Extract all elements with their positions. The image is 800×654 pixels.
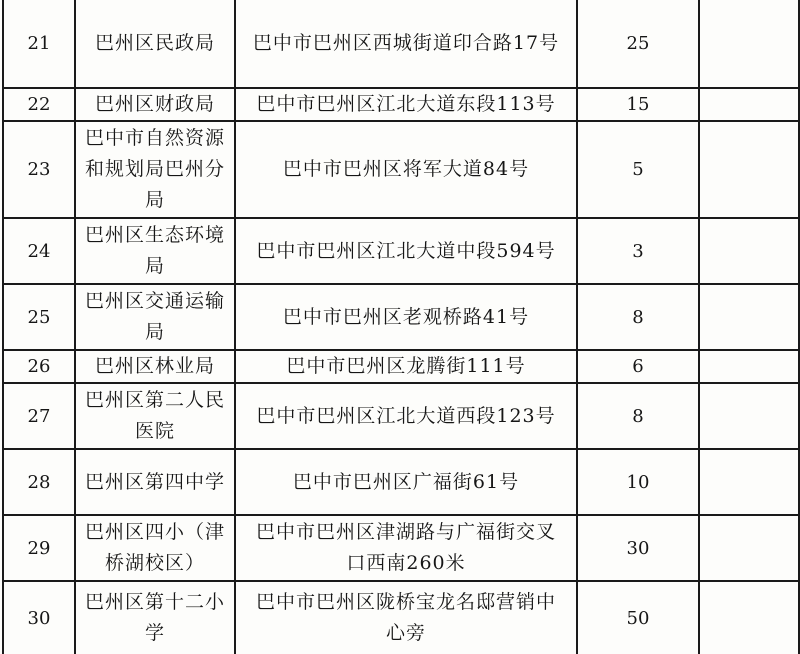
unit-count: 8 [577, 383, 699, 449]
unit-count: 8 [577, 284, 699, 350]
table-row [3, 218, 799, 284]
blank-cell [699, 88, 799, 121]
unit-name: 巴州区第四中学 [75, 449, 235, 515]
unit-name: 巴州区交通运输局 [75, 284, 235, 350]
blank-cell [699, 515, 799, 581]
blank-cell [699, 581, 799, 654]
row-number: 21 [3, 0, 75, 88]
blank-cell [699, 383, 799, 449]
unit-name: 巴州区林业局 [75, 350, 235, 383]
row-number: 25 [3, 284, 75, 350]
row-number: 26 [3, 350, 75, 383]
unit-address: 巴中市巴州区龙腾街111号 [235, 350, 577, 383]
unit-name: 巴州区生态环境局 [75, 218, 235, 284]
table-row [3, 350, 799, 383]
table-row [3, 0, 799, 88]
blank-cell [699, 449, 799, 515]
blank-cell [699, 121, 799, 218]
unit-name: 巴中市自然资源和规划局巴州分局 [75, 121, 235, 218]
unit-count: 50 [577, 581, 699, 654]
unit-address: 巴中市巴州区陇桥宝龙名邸营销中心旁 [235, 581, 577, 654]
blank-cell [699, 218, 799, 284]
row-number: 22 [3, 88, 75, 121]
unit-name: 巴州区财政局 [75, 88, 235, 121]
row-number: 29 [3, 515, 75, 581]
blank-cell [699, 284, 799, 350]
unit-count: 5 [577, 121, 699, 218]
table-row [3, 121, 799, 218]
unit-count: 25 [577, 0, 699, 88]
unit-address: 巴中市巴州区江北大道西段123号 [235, 383, 577, 449]
row-number: 28 [3, 449, 75, 515]
unit-count: 3 [577, 218, 699, 284]
row-number: 27 [3, 383, 75, 449]
address-table [2, 0, 800, 654]
table-row [3, 383, 799, 449]
unit-count: 15 [577, 88, 699, 121]
table-row [3, 449, 799, 515]
table-row [3, 581, 799, 654]
unit-address: 巴中市巴州区津湖路与广福街交叉口西南260米 [235, 515, 577, 581]
unit-address: 巴中市巴州区江北大道中段594号 [235, 218, 577, 284]
unit-count: 30 [577, 515, 699, 581]
unit-address: 巴中市巴州区西城街道印合路17号 [235, 0, 577, 88]
unit-name: 巴州区第十二小学 [75, 581, 235, 654]
table-row [3, 88, 799, 121]
unit-name: 巴州区四小（津桥湖校区） [75, 515, 235, 581]
unit-address: 巴中市巴州区江北大道东段113号 [235, 88, 577, 121]
blank-cell [699, 0, 799, 88]
unit-count: 6 [577, 350, 699, 383]
row-number: 24 [3, 218, 75, 284]
row-number: 30 [3, 581, 75, 654]
table-row [3, 284, 799, 350]
unit-count: 10 [577, 449, 699, 515]
unit-address: 巴中市巴州区广福街61号 [235, 449, 577, 515]
blank-cell [699, 350, 799, 383]
unit-address: 巴中市巴州区老观桥路41号 [235, 284, 577, 350]
row-number: 23 [3, 121, 75, 218]
table-row [3, 515, 799, 581]
unit-name: 巴州区第二人民医院 [75, 383, 235, 449]
unit-address: 巴中市巴州区将军大道84号 [235, 121, 577, 218]
unit-name: 巴州区民政局 [75, 0, 235, 88]
